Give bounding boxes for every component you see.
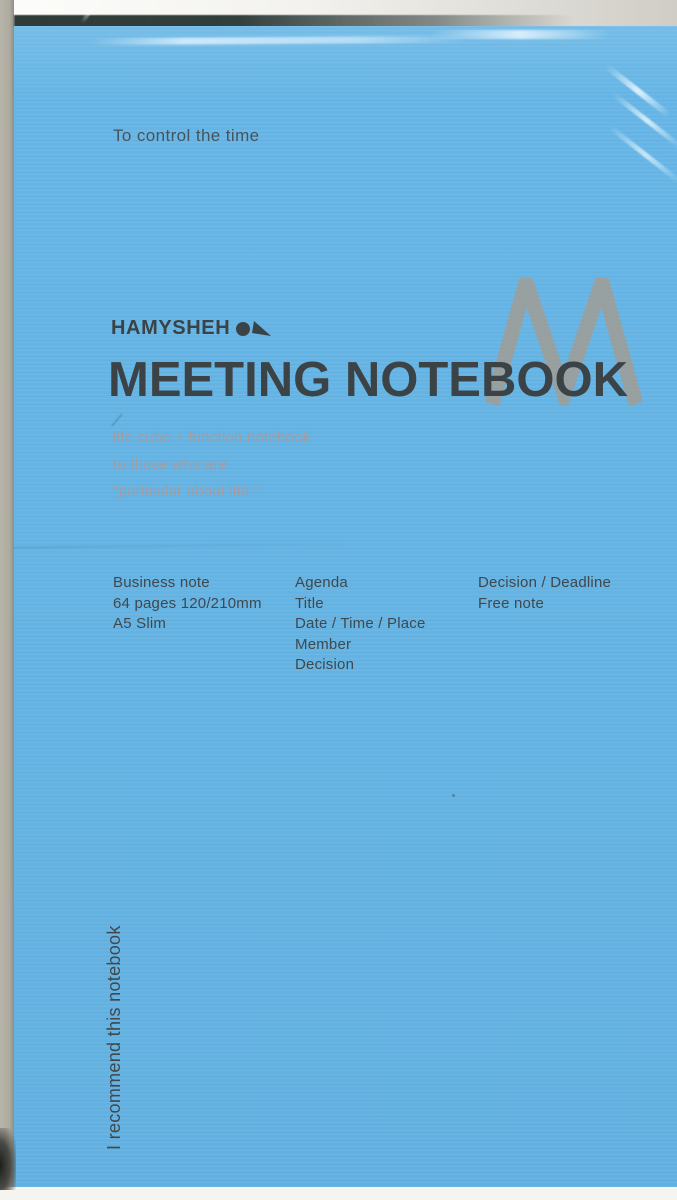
specs-column-extras [478, 573, 611, 614]
spec-line: A5 Slim [113, 615, 167, 632]
scan-background-bottom [0, 1187, 677, 1200]
brand-logo [111, 316, 275, 340]
spec-line: Free note [478, 594, 545, 612]
scan-background-left [0, 0, 14, 1200]
specs-column-sections [295, 573, 426, 676]
subtitle-line: life cube + function notebook [113, 429, 311, 446]
spec-line: Decision / Deadline [478, 574, 612, 591]
side-note-vertical-text: I recommend this notebook [104, 925, 124, 1150]
spec-line: Decision [295, 656, 355, 673]
specs-column-format [113, 573, 262, 635]
brand-logo-icon [235, 316, 275, 340]
subtitle-text [113, 424, 310, 505]
brand-name-text: HAMYSHEH [111, 316, 231, 339]
subtitle-line: to those who are [113, 456, 228, 473]
scan-corner-shadow [0, 1128, 16, 1190]
spec-line: Title [295, 594, 324, 612]
tagline-text: To control the time [113, 126, 260, 145]
spec-line: Agenda [295, 574, 348, 591]
subtitle-line: "particular about life." [113, 483, 260, 500]
product-title: MEETING NOTEBOOK [108, 353, 628, 407]
spec-line: 64 pages 120/210mm [113, 594, 262, 612]
spec-line: Business note [113, 574, 210, 591]
spec-line: Member [295, 635, 352, 653]
dust-speck [452, 794, 455, 797]
spec-line: Date / Time / Place [295, 615, 426, 632]
